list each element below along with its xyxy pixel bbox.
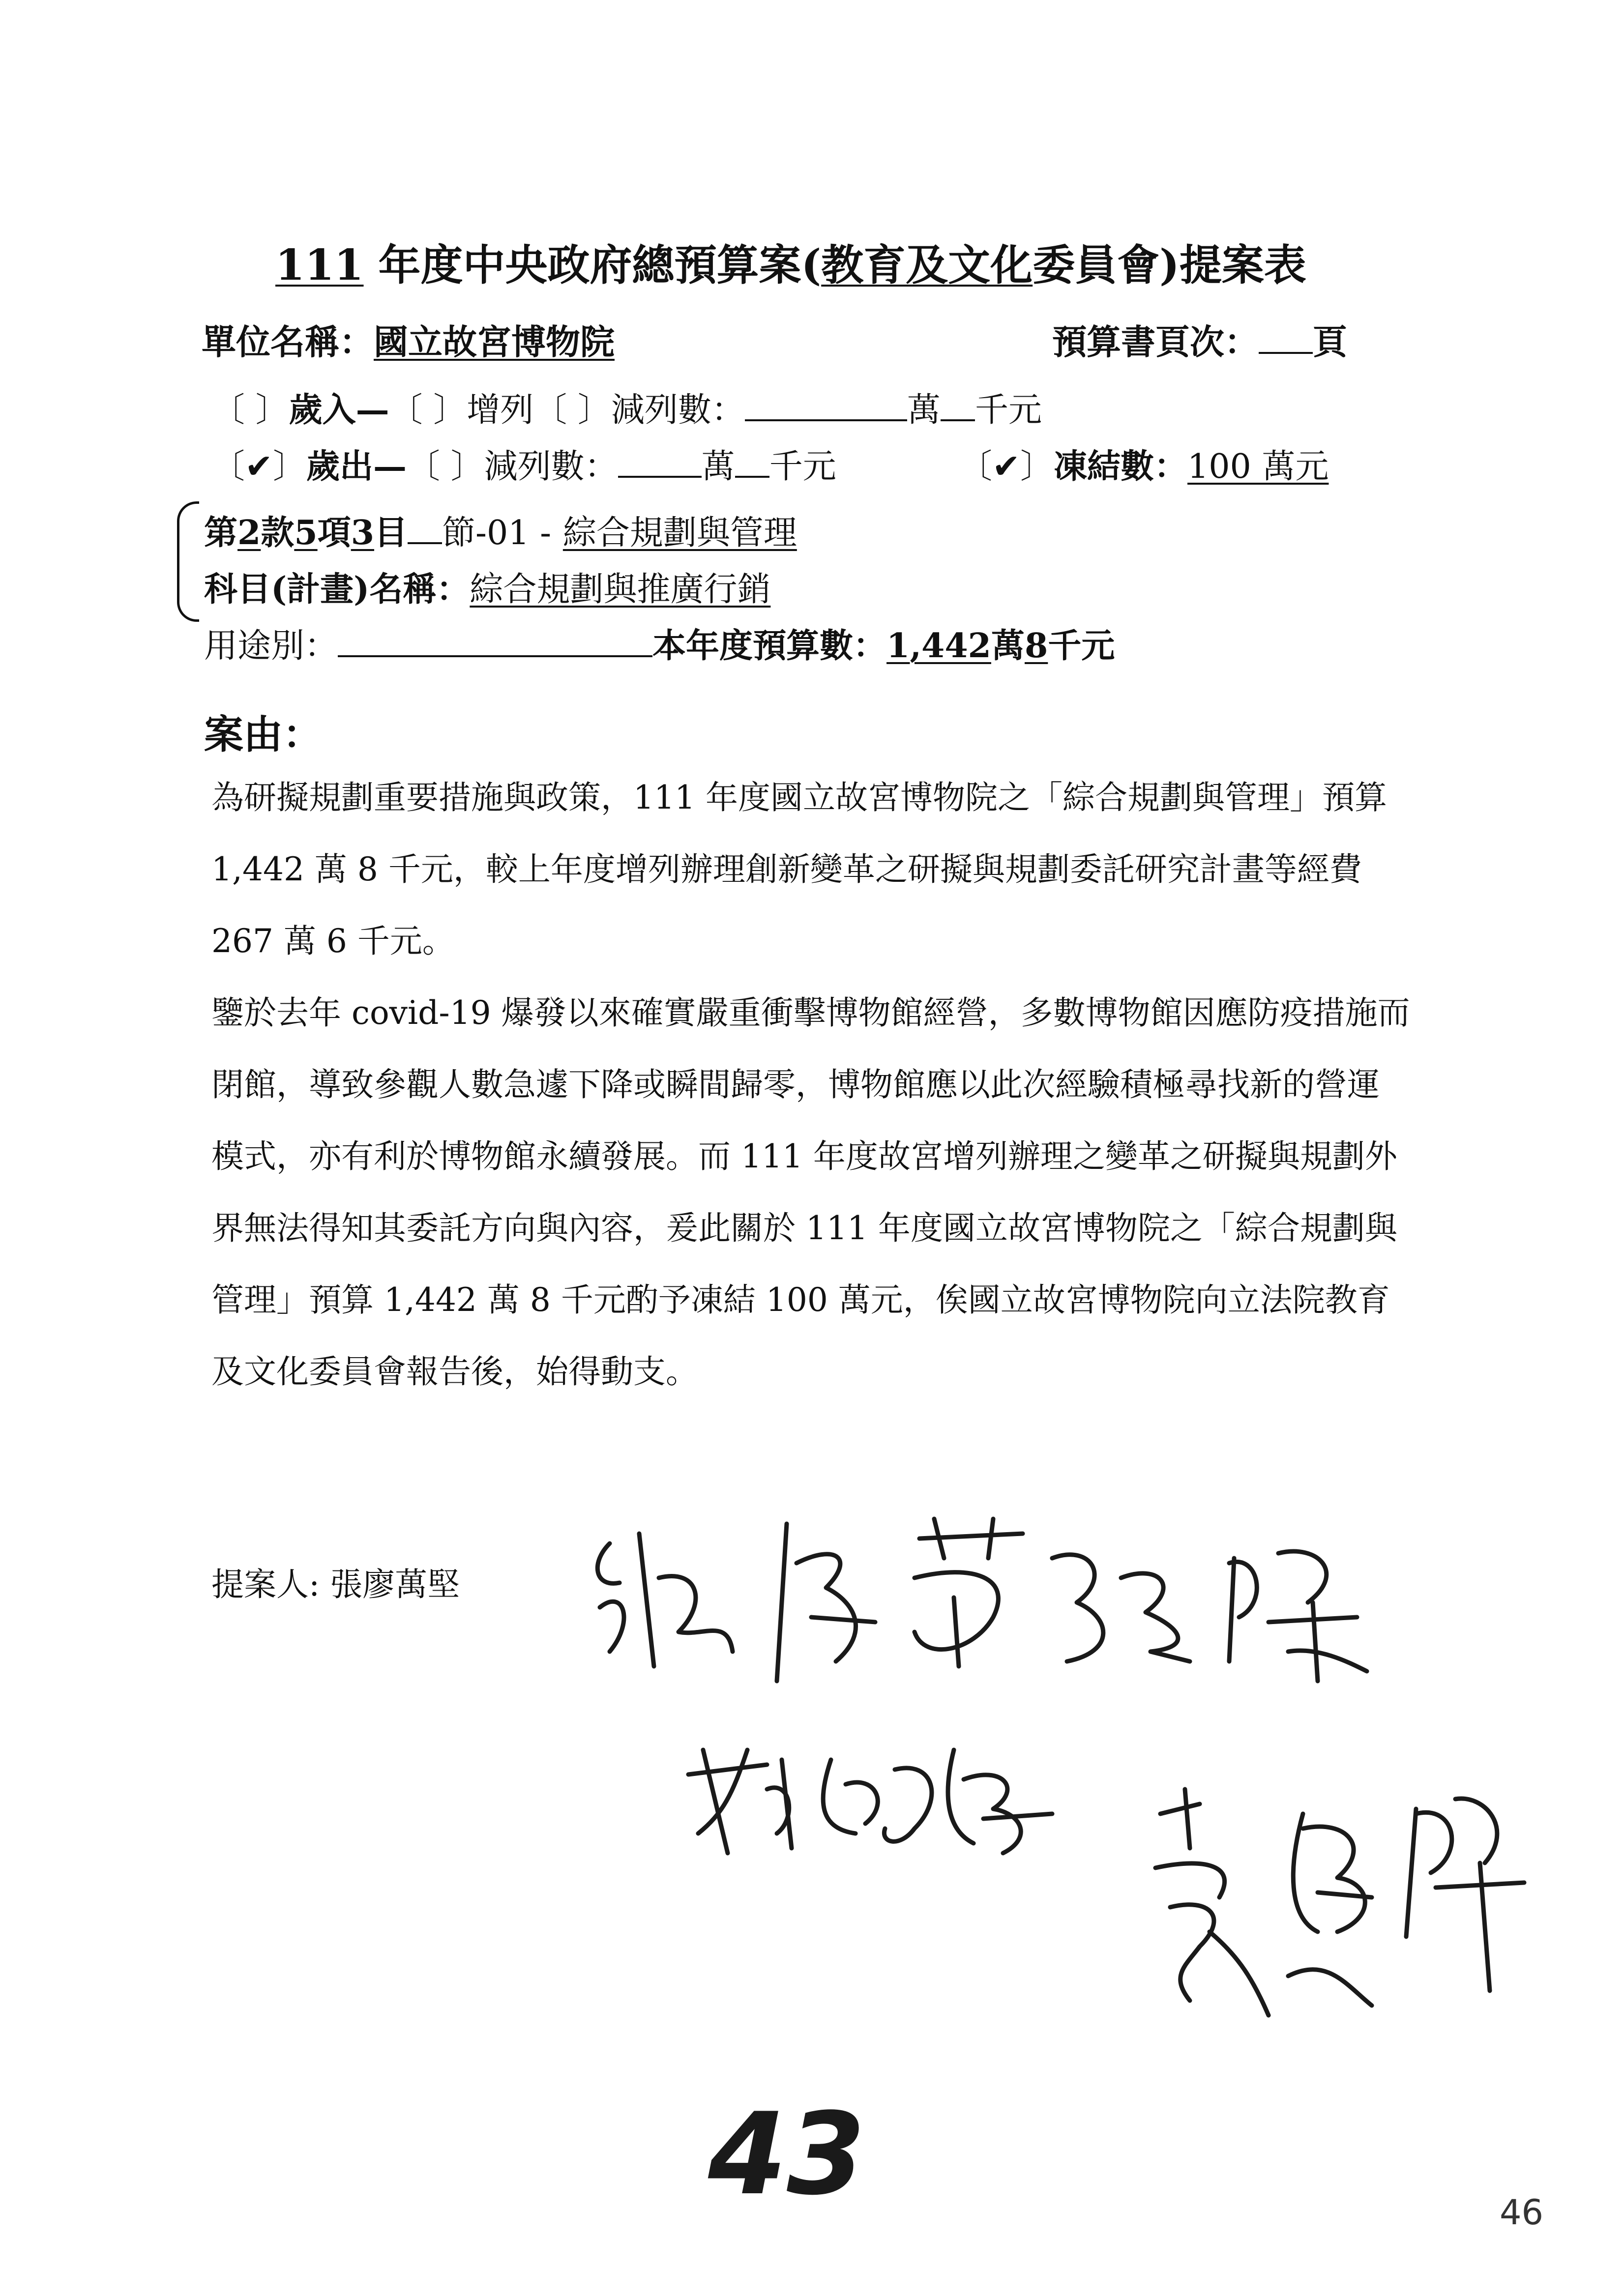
budget-qian-value: 8 [1024, 626, 1048, 666]
unit-row [202, 315, 615, 364]
expense-decrease-label: 減列數： [484, 447, 618, 486]
increase-box: 〔 〕 [389, 391, 467, 430]
freeze-value: 100 萬元 [1187, 447, 1329, 486]
budget-label: 本年度預算數： [652, 626, 887, 666]
check-icon: ✔ [245, 447, 273, 486]
corner-page-number: 46 [1500, 2192, 1544, 2233]
item-mu-no: 3 [351, 513, 375, 552]
subject-label: 科目(計畫)名稱： [204, 570, 470, 609]
check-icon: ✔ [992, 447, 1020, 486]
revenue-label: 歲入— [289, 390, 389, 430]
handwritten-bracket [177, 501, 199, 622]
freeze-box-close: 〕 [1020, 447, 1054, 486]
page-blank [1259, 322, 1313, 354]
handwritten-page-number: 43 [708, 2089, 866, 2220]
title-committee: 教育及文化 [821, 240, 1033, 290]
revenue-line [211, 383, 1042, 431]
usage-line [204, 619, 1115, 667]
expense-qian: 千元 [769, 447, 836, 486]
page-ref [1052, 315, 1347, 364]
item-mu: 目 [374, 513, 408, 552]
item-name: 綜合規劃與管理 [562, 514, 797, 552]
usage-label: 用途別： [204, 627, 338, 666]
revenue-box: 〔 〕 [211, 391, 289, 430]
revenue-qian: 千元 [974, 391, 1042, 430]
item-jie-blank [408, 513, 442, 544]
reason-body [211, 762, 1411, 1408]
title-part1: 年度中央政府總預算案( [378, 240, 822, 290]
expense-decrease-box: 〔 〕 [407, 447, 484, 486]
unit-name: 國立故宮博物院 [374, 321, 615, 362]
page-unit: 頁 [1313, 321, 1347, 362]
title-part2: 委員會)提案表 [1033, 240, 1306, 290]
subject-name: 綜合規劃與推廣行銷 [470, 570, 771, 609]
proposer-line [211, 1558, 460, 1605]
revenue-qian-blank [941, 390, 975, 421]
budget-wan: 萬 [991, 626, 1025, 666]
expense-label: 歲出— [306, 447, 407, 486]
page-label: 預算書頁次： [1052, 321, 1259, 362]
expense-box-close: 〕 [273, 447, 307, 486]
item-kuan-no: 2 [237, 513, 261, 552]
item-jie: 節-01 - [442, 514, 552, 552]
handwritten-signature-3 [1141, 1770, 1544, 2045]
handwritten-signature-1 [580, 1504, 1416, 1691]
freeze-label: 凍結數： [1054, 447, 1188, 486]
expense-wan: 萬 [701, 447, 735, 486]
unit-label: 單位名稱： [202, 321, 374, 362]
proposer-name: 張廖萬堅 [330, 1566, 460, 1603]
budget-wan-value: 1,442 [886, 626, 991, 666]
reason-heading: 案由： [204, 711, 322, 757]
expense-wan-blank [618, 446, 702, 478]
decrease-box: 〔 〕 [533, 391, 611, 430]
freeze-box-open: 〔 [959, 447, 993, 486]
reason-paragraph-1: 為研擬規劃重要措施與政策，111 年度國立故宮博物院之「綜合規劃與管理」預算 1,442 萬 8 千元，較上年度增列辦理創新變革之研擬與規劃委託研究計畫等經費 267 萬 6 千元。 [211, 779, 1387, 960]
expense-qian-blank [735, 446, 769, 478]
item-line [204, 506, 797, 554]
decrease-label: 減列數： [611, 391, 745, 430]
item-kuan: 款 [261, 513, 295, 552]
revenue-wan: 萬 [907, 391, 941, 430]
proposer-label: 提案人: [211, 1566, 330, 1603]
budget-qian: 千元 [1048, 626, 1115, 666]
reason-paragraph-2: 鑒於去年 covid-19 爆發以來確實嚴重衝擊博物館經營，多數博物館因應防疫措施而閉館，導致參觀人數急遽下降或瞬間歸零，博物館應以此次經驗積極尋找新的營運模式，亦有利於博物館永續發展。而 111 年度故宮增列辦理之變革之研擬與規劃外界無法得知其委託方向與內容，爰此關於 111 年度國立故宮博物院之「綜合規劃與管理」預算 1,442 萬 8 千元酌予凍結 100 萬元，俟國立故宮博物院向立法院教育及文化委員會報告後，始得動支。 [211, 994, 1410, 1391]
item-di: 第 [204, 513, 238, 552]
freeze-group [959, 440, 1329, 488]
expense-line [211, 440, 836, 488]
item-xiang-no: 5 [294, 513, 318, 552]
handwritten-signature-2 [669, 1730, 1072, 1868]
document-title [275, 231, 1306, 292]
increase-label: 增列 [467, 391, 534, 430]
usage-blank [338, 626, 652, 657]
subject-line [204, 563, 770, 610]
item-xiang: 項 [317, 513, 351, 552]
revenue-wan-blank [745, 390, 907, 421]
expense-box-open: 〔 [211, 447, 245, 486]
title-year: 111 [275, 240, 364, 290]
